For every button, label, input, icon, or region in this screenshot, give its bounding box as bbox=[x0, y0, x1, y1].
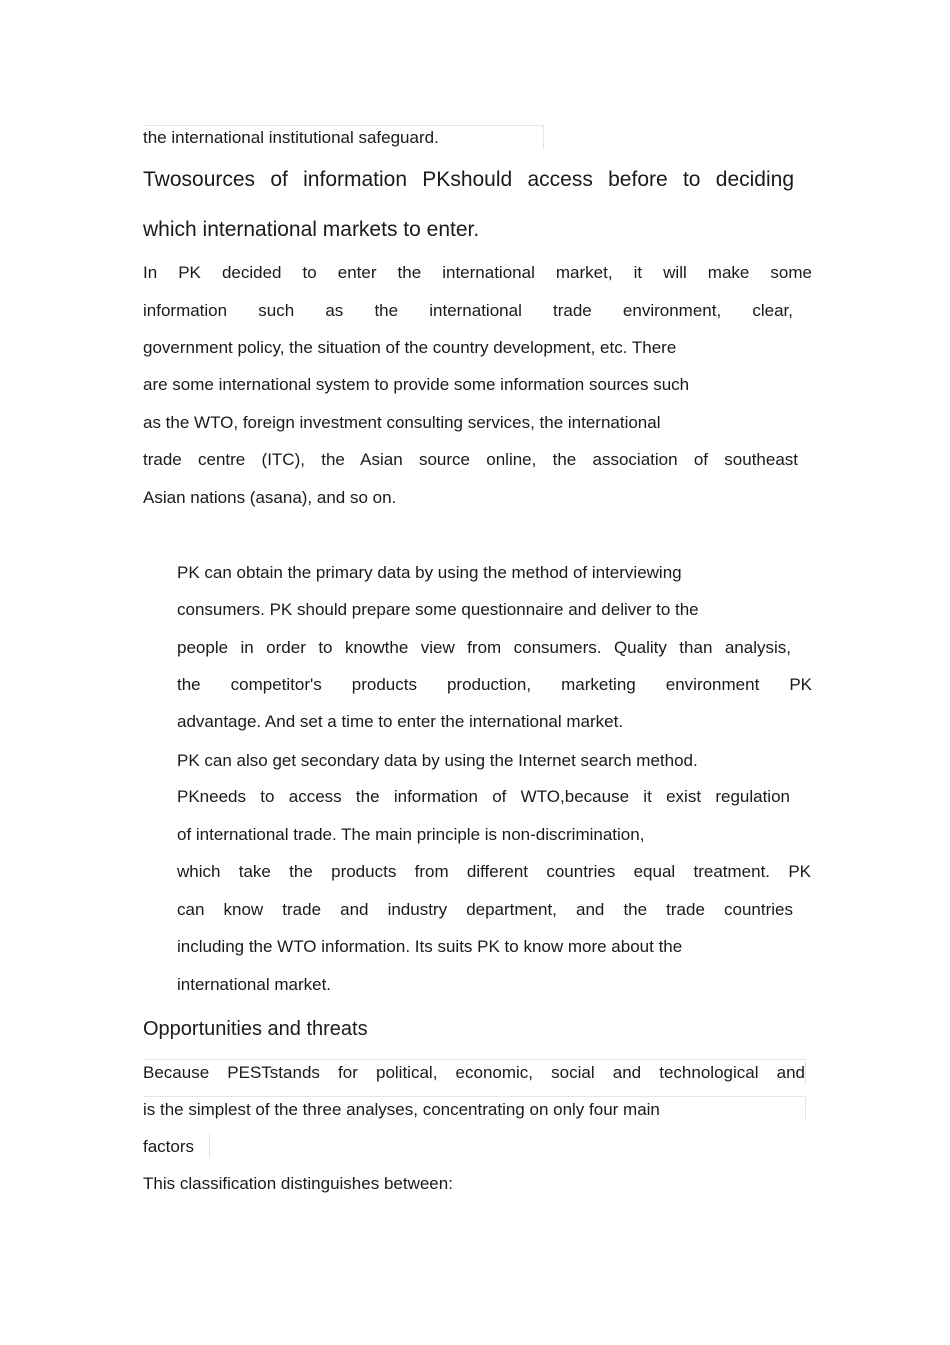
text-line: PKneeds to access the information of WTO,because it exist regulation bbox=[177, 787, 790, 806]
text-line: the international institutional safeguard. bbox=[143, 125, 544, 149]
text-line: PK can obtain the primary data by using the method of interviewing bbox=[177, 563, 682, 582]
section-heading: which international markets to enter. bbox=[143, 218, 480, 241]
text-line: government policy, the situation of the country development, etc. There bbox=[143, 338, 677, 357]
text-line: consumers. PK should prepare some questionnaire and deliver to the bbox=[177, 600, 699, 619]
section-heading: Opportunities and threats bbox=[143, 1018, 368, 1040]
text-line: can know trade and industry department, and the trade countries bbox=[177, 900, 793, 919]
text-line: is the simplest of the three analyses, concentrating on only four main bbox=[143, 1096, 806, 1121]
text-line: In PK decided to enter the international market, it will make some bbox=[143, 263, 812, 282]
text-line: which take the products from different countries equal treatment. PK bbox=[177, 862, 811, 881]
text-line: advantage. And set a time to enter the international market. bbox=[177, 712, 624, 731]
text-line: people in order to knowthe view from consumers. Quality than analysis, bbox=[177, 638, 791, 657]
text-line: the competitor's products production, marketing environment PK bbox=[177, 675, 812, 694]
text-line: including the WTO information. Its suits PK to know more about the bbox=[177, 937, 683, 956]
text-line: This classification distinguishes between: bbox=[143, 1174, 453, 1193]
text-line: international market. bbox=[177, 975, 332, 994]
text-line: factors bbox=[143, 1134, 210, 1158]
section-heading: Twosources of information PKshould access before to deciding bbox=[143, 168, 794, 191]
text-line: Because PESTstands for political, economic, social and technological and bbox=[143, 1059, 806, 1084]
text-line: of international trade. The main principle is non-discrimination, bbox=[177, 825, 645, 844]
text-line: are some international system to provide some information sources such bbox=[143, 375, 690, 394]
text-line: trade centre (ITC), the Asian source online, the association of southeast bbox=[143, 450, 798, 469]
text-line: PK can also get secondary data by using the Internet search method. bbox=[177, 751, 698, 770]
text-line: as the WTO, foreign investment consulting services, the international bbox=[143, 413, 661, 432]
text-line: Asian nations (asana), and so on. bbox=[143, 488, 397, 507]
text-line: information such as the international trade environment, clear, bbox=[143, 301, 793, 320]
